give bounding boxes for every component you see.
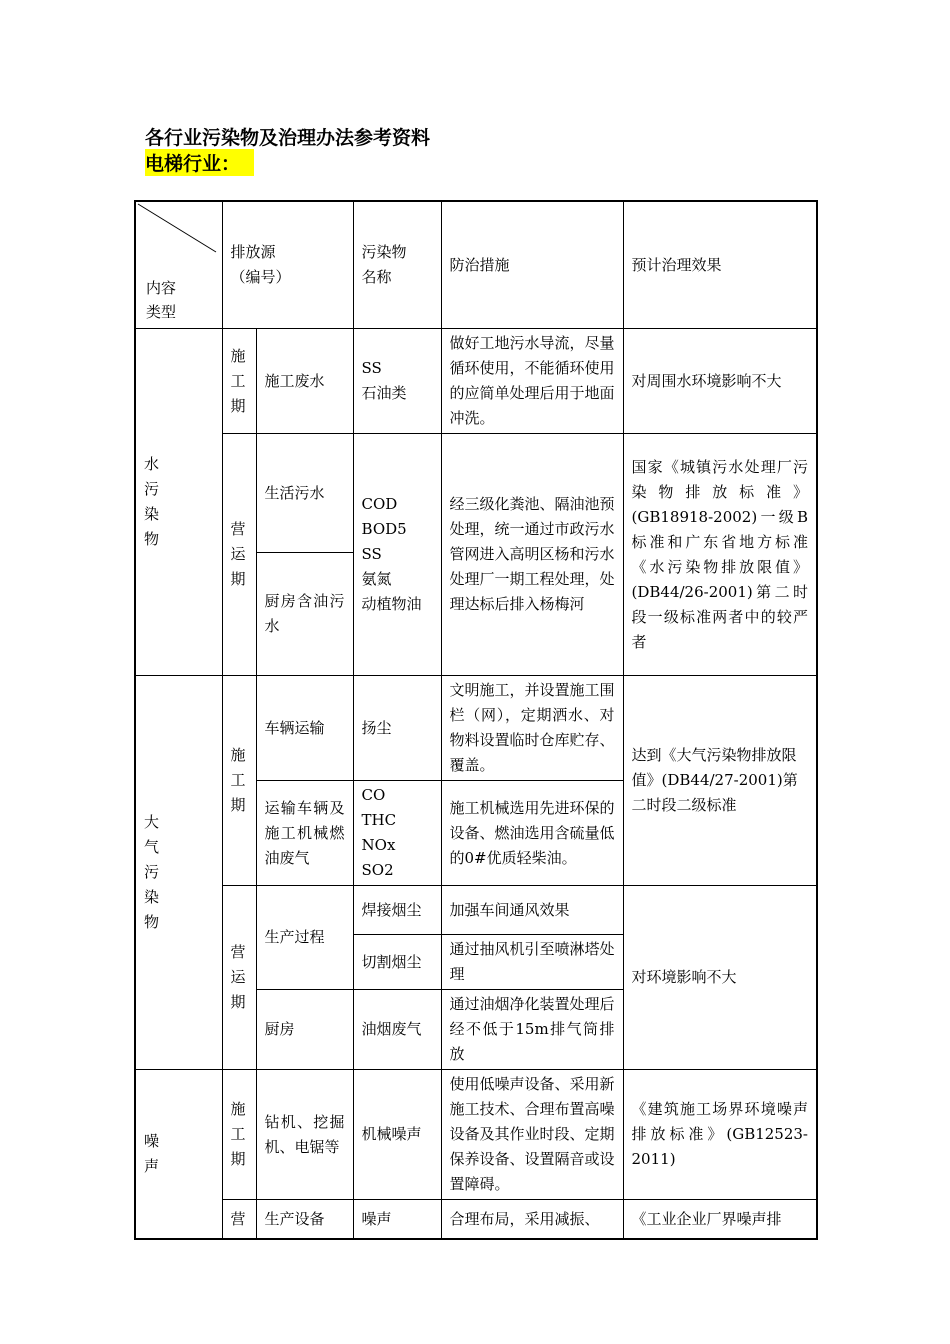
noise-operation-period: 营 [222, 1200, 256, 1240]
air-operation-pollutant-1a: 焊接烟尘 [353, 886, 441, 935]
air-operation-measures-1a: 加强车间通风效果 [441, 886, 623, 935]
noise-operation-source: 生产设备 [256, 1200, 353, 1240]
header-type-cell [135, 201, 222, 329]
pollutant-table [134, 200, 818, 1240]
table-row [135, 329, 817, 434]
water-construction-source: 施工废水 [256, 329, 353, 434]
air-construction-source-2: 运输车辆及施工机械燃油废气 [256, 781, 353, 886]
air-operation-pollutant-2: 油烟废气 [353, 990, 441, 1070]
noise-category: 噪 声 [135, 1070, 222, 1240]
table-row [135, 676, 817, 781]
header-pollutant: 污染物 名称 [353, 201, 441, 329]
table-row [135, 1070, 817, 1200]
noise-construction-effect: 《建筑施工场界环境噪声排放标准》(GB12523-2011) [623, 1070, 817, 1200]
air-operation-effect: 对环境影响不大 [623, 886, 817, 1070]
air-operation-source-2: 厨房 [256, 990, 353, 1070]
air-construction-pollutant-1: 扬尘 [353, 676, 441, 781]
water-construction-effect: 对周围水环境影响不大 [623, 329, 817, 434]
noise-construction-pollutant: 机械噪声 [353, 1070, 441, 1200]
noise-operation-effect: 《工业企业厂界噪声排 [623, 1200, 817, 1240]
table-row [135, 434, 817, 553]
table-row [135, 1200, 817, 1240]
water-operation-measures: 经三级化粪池、隔油池预处理，统一通过市政污水管网进入高明区杨和污水处理厂一期工程处理，处理达标后排入杨梅河 [441, 434, 623, 676]
header-measures: 防治措施 [441, 201, 623, 329]
header-type-label-2: 类型 [146, 303, 177, 321]
air-operation-period: 营 运 期 [222, 886, 256, 1070]
water-construction-pollutant: SS 石油类 [353, 329, 441, 434]
header-source: 排放源 （编号） [222, 201, 353, 329]
document-title: 各行业污染物及治理办法参考资料 [145, 127, 431, 149]
water-category: 水 污 染 物 [135, 329, 222, 676]
air-operation-measures-2: 通过油烟净化装置处理后经不低于15m排气筒排放 [441, 990, 623, 1070]
air-construction-effect: 达到《大气污染物排放限值》(DB44/27-2001)第二时段二级标准 [623, 676, 817, 886]
water-operation-source-1: 生活污水 [256, 434, 353, 553]
water-construction-measures: 做好工地污水导流，尽量循环使用，不能循环使用的应简单处理后用于地面冲洗。 [441, 329, 623, 434]
header-type-label [146, 276, 176, 324]
water-operation-effect: 国家《城镇污水处理厂污染物排放标准》(GB18918-2002)一级B标准和广东省地方标准《水污染物排放限值》(DB44/26-2001)第二时段一级标准两者中的较严者 [623, 434, 817, 676]
industry-heading: 电梯行业： [145, 149, 254, 176]
noise-construction-measures: 使用低噪声设备、采用新施工技术、合理布置高噪设备及其作业时段、定期保养设备、设置隔音或设置障碍。 [441, 1070, 623, 1200]
air-category: 大 气 污 染 物 [135, 676, 222, 1070]
noise-construction-period: 施 工 期 [222, 1070, 256, 1200]
noise-construction-source: 钻机、挖掘机、电锯等 [256, 1070, 353, 1200]
air-construction-pollutant-2: CO THC NOx SO2 [353, 781, 441, 886]
header-type-label-1: 内容 [146, 279, 177, 297]
air-construction-measures-2: 施工机械选用先进环保的设备、燃油选用含硫量低的0#优质轻柴油。 [441, 781, 623, 886]
water-construction-period: 施 工 期 [222, 329, 256, 434]
air-operation-source-1: 生产过程 [256, 886, 353, 990]
air-operation-measures-1b: 通过抽风机引至喷淋塔处理 [441, 935, 623, 990]
noise-operation-measures: 合理布局，采用减振、 [441, 1200, 623, 1240]
water-operation-pollutant: COD BOD5 SS 氨氮 动植物油 [353, 434, 441, 676]
table-row [135, 886, 817, 935]
water-operation-source-2: 厨房含油污水 [256, 553, 353, 676]
table-header-row [135, 201, 817, 329]
air-construction-source-1: 车辆运输 [256, 676, 353, 781]
water-operation-period: 营 运 期 [222, 434, 256, 676]
noise-operation-pollutant: 噪声 [353, 1200, 441, 1240]
header-effect: 预计治理效果 [623, 201, 817, 329]
air-construction-period: 施 工 期 [222, 676, 256, 886]
air-construction-measures-1: 文明施工，并设置施工围栏（网），定期洒水、对物料设置临时仓库贮存、覆盖。 [441, 676, 623, 781]
air-operation-pollutant-1b: 切割烟尘 [353, 935, 441, 990]
